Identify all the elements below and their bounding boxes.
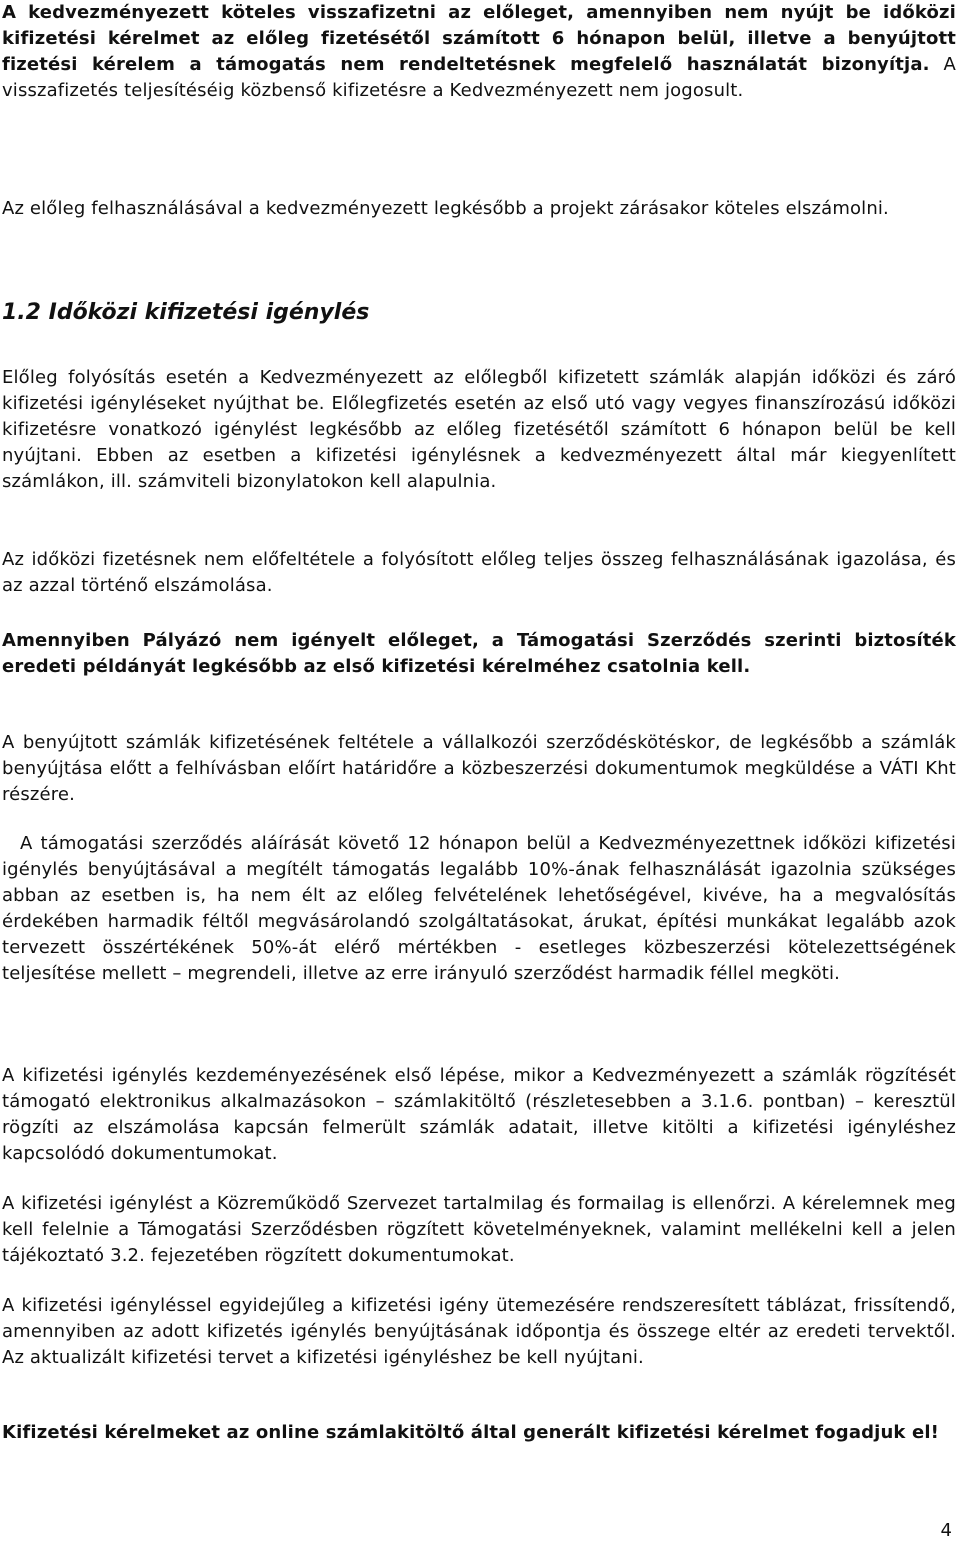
section-heading: 1.2 Időközi kifizetési igénylés — [2, 300, 370, 325]
paragraph-first-step: A kifizetési igénylés kezdeményezésének első lépése, mikor a Kedvezményezett a számlák rögzítését támogató elektronikus alkalmazásokon – számlakitöltő (részletesebben a 3.1.6. pontban) – keresztül rögzíti az elszámolása kapcsán felmerült számlák adatait, illetve kitölti a kifizetési igényléshez kapcsolódó dokumentumokat. — [2, 1065, 956, 1164]
intro-bold-text: A kedvezményezett köteles visszafizetni az előleget, amennyiben nem nyújt be időközi kifizetési kérelmet az előleg fizetésétől számított 6 hónapon belül, illetve a benyújtott fizetési kérelem a támogatás nem rendeltetésnek megfelelő használatát bizonyítja. — [2, 2, 956, 75]
paragraph-twelve-months: A támogatási szerződés aláírását követő 12 hónapon belül a Kedvezményezettnek időközi kifizetési igénylés benyújtásával a megítélt támogatás legalább 10%-ának felhasználását igazolnia szükséges abban az esetben is, ha nem élt az előleg felvételének lehetőségével, kivéve, ha a megvalósítás érdekében harmadik féltől megvásárolandó szolgáltatásokat, árukat, építési munkákat legalább azok tervezett összértékének 50%-át elérő mértékben - esetleges közbeszerzési kötelezettségének teljesítése mellett – megrendeli, illetve az erre irányuló szerződést harmadik féllel megköti. — [2, 833, 956, 984]
intro-paragraph — [2, 0, 956, 104]
intro-normal-text: A visszafizetés teljesítéséig közbenső kifizetésre a Kedvezményezett nem jogosult. — [2, 54, 956, 101]
settlement-paragraph: Az előleg felhasználásával a kedvezményezett legkésőbb a projekt zárásakor köteles elszámolni. — [2, 198, 889, 219]
paragraph-verification: A kifizetési igénylést a Közreműködő Szervezet tartalmilag és formailag is ellenőrzi. A kérelemnek meg kell felelnie a Támogatási Szerződésben rögzített követelményeknek, valamint mellékelni kell a jelen tájékoztató 3.2. fejezetében rögzített dokumentumokat. — [2, 1193, 956, 1266]
paragraph-online-notice-bold: Kifizetési kérelmeket az online számlakitöltő által generált kifizetési kérelmet fogadjuk el! — [2, 1422, 940, 1443]
paragraph-guarantee-bold: Amennyiben Pályázó nem igényelt előleget, a Támogatási Szerződés szerinti biztosíték eredeti példányát legkésőbb az első kifizetési kérelméhez csatolnia kell. — [2, 630, 956, 677]
paragraph-advance-payment: Előleg folyósítás esetén a Kedvezményezett az előlegből kifizetett számlák alapján időközi és záró kifizetési igényléseket nyújthat be. Előlegfizetés esetén az első utó vagy vegyes finanszírozású időközi kifizetésre vonatkozó igénylést legkésőbb az előleg fizetésétől számított 6 hónapon belül be kell nyújtani. Ebben az esetben a kifizetési igénylésnek a kedvezményezett által már kiegyenlített számlákon, ill. számviteli bizonylatokon kell alapulnia. — [2, 367, 956, 492]
paragraph-schedule-table: A kifizetési igényléssel egyidejűleg a kifizetési igény ütemezésére rendszeresített táblázat, frissítendő, amennyiben az adott kifizetés igénylés benyújtásának időpontja és összege eltér az eredeti tervektől. Az aktualizált kifizetési tervet a kifizetési igényléshez be kell nyújtani. — [2, 1295, 956, 1368]
page-number: 4 — [940, 1520, 952, 1541]
paragraph-invoice-condition: A benyújtott számlák kifizetésének feltétele a vállalkozói szerződéskötéskor, de legkésőbb a számlák benyújtása előtt a felhívásban előírt határidőre a közbeszerzési dokumentumok megküldése a VÁTI Kht részére. — [2, 732, 956, 805]
paragraph-interim-payment: Az időközi fizetésnek nem előfeltétele a folyósított előleg teljes összeg felhasználásának igazolása, és az azzal történő elszámolása. — [2, 549, 956, 596]
